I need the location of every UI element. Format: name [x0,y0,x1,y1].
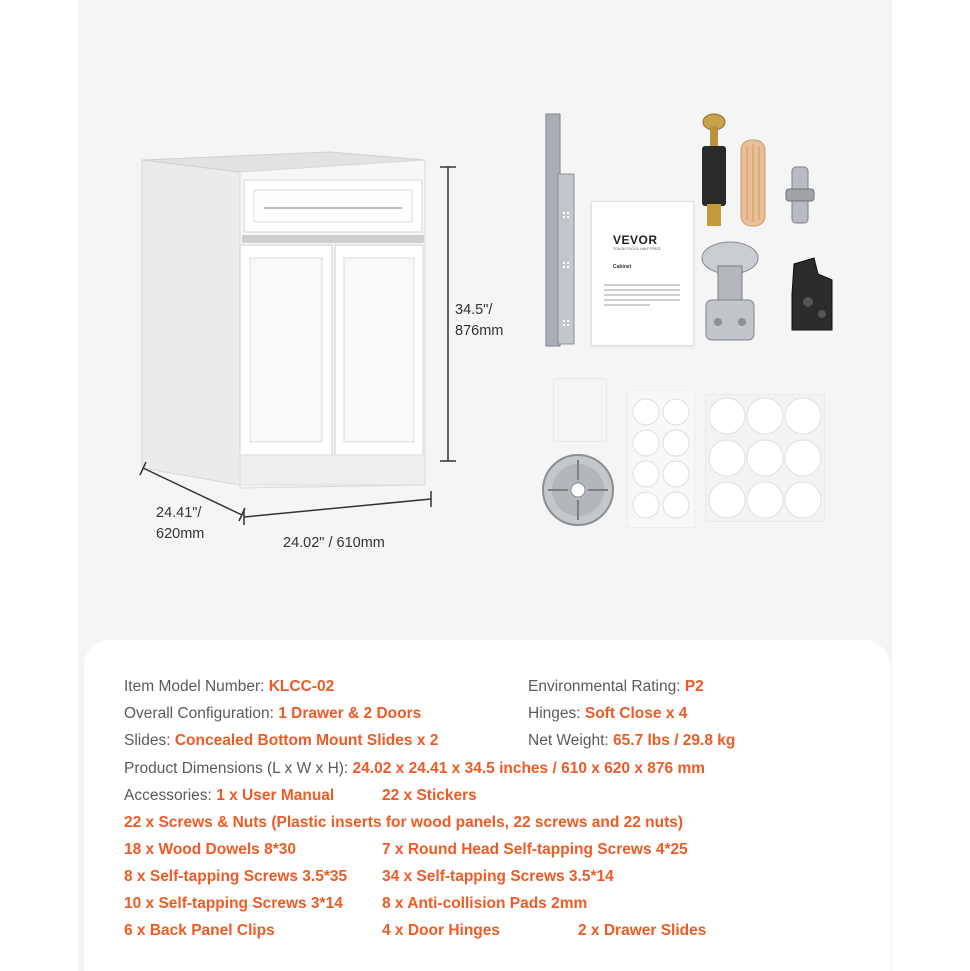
height-mm-text: 876mm [455,323,504,339]
spec-env-value: P2 [684,678,704,695]
accessory-item: 8 x Anti-collision Pads 2mm [382,895,588,912]
spec-hinges [528,705,687,723]
spec-net-weight [528,732,735,750]
accessory-item: 7 x Round Head Self-tapping Screws 4*25 [382,841,688,858]
spec-env-label: Environmental Rating: [528,678,681,695]
wood-dowel-image [738,138,768,228]
spec-config-value: 1 Drawer & 2 Doors [278,705,422,722]
anti-collision-pads-image [627,390,695,528]
accessory-item-row [124,895,343,913]
accessory-item: 8 x Self-tapping Screws 3.5*35 [124,868,348,885]
accessory-item-row [382,895,587,913]
drawer-slide-image [540,112,580,350]
accessory-item-row [124,922,275,940]
cabinet-illustration [130,150,440,500]
spec-model-label: Item Model Number: [124,678,265,695]
stickers-pack-image [553,378,607,442]
spec-slides [124,732,438,750]
spec-slides-label: Slides: [124,732,171,749]
spec-model-number [124,678,334,696]
spec-slides-value: Concealed Bottom Mount Slides x 2 [174,732,439,749]
spec-model-value: KLCC-02 [268,678,335,695]
depth-mm-text: 620mm [156,526,205,542]
spec-product-dimensions [124,760,705,778]
accessory-item: 10 x Self-tapping Screws 3*14 [124,895,343,912]
manual-text-lines [604,284,680,309]
height-inch-text: 34.5"/ [455,302,493,318]
spec-dims-label: Product Dimensions (L x W x H): [124,760,349,777]
accessory-item-row [578,922,706,940]
spec-weight-label: Net Weight: [528,732,609,749]
spec-weight-value: 65.7 lbs / 29.8 kg [613,732,736,749]
spec-config-label: Overall Configuration: [124,705,274,722]
width-dimension-label: 24.02" / 610mm [283,535,385,551]
accessory-item: 18 x Wood Dowels 8*30 [124,841,296,858]
accessory-item: 2 x Drawer Slides [578,922,707,939]
accessory-item-row [124,841,296,859]
manual-doc-title: Cabinet [613,264,632,270]
height-dimension-label [455,300,503,342]
accessory-item: 4 x Door Hinges [382,922,500,939]
accessory-item-row [382,787,477,805]
spec-configuration [124,705,421,723]
accessory-item-row [124,868,347,886]
spec-dims-value: 24.02 x 24.41 x 34.5 inches / 610 x 620 x 876 mm [352,760,706,777]
screw-disc-image [540,452,616,528]
accessory-item-row [382,841,688,859]
back-panel-clip-image [784,254,840,334]
manual-tagline: TOUGH TOOLS, HALF PRICE [613,247,661,251]
depth-inch-text: 24.41"/ [156,505,202,521]
accessory-item: 22 x Screws & Nuts (Plastic inserts for wood panels, 22 screws and 22 nuts) [124,814,684,831]
accessory-item: 34 x Self-tapping Screws 3.5*14 [382,868,614,885]
door-hinge-image [698,238,764,344]
spec-hinges-value: Soft Close x 4 [584,705,688,722]
manual-brand-logo: VEVOR [613,233,658,247]
accessory-item: 6 x Back Panel Clips [124,922,275,939]
sticker-sheet-image [705,394,825,522]
accessory-item-row [124,814,683,832]
spec-accessories [124,787,334,805]
metal-fitting-image [782,165,818,225]
spec-accessories-label: Accessories: [124,787,212,804]
spec-hinges-label: Hinges: [528,705,581,722]
user-manual-image [591,201,694,346]
accessory-item-row [382,868,614,886]
depth-dimension-label [156,503,204,545]
accessory-item: 22 x Stickers [382,787,477,804]
spec-environmental-rating [528,678,704,696]
screw-nut-image [695,112,731,230]
width-dimension-line [240,485,435,525]
accessory-item-row [382,922,500,940]
accessory-item: 1 x User Manual [216,787,335,804]
